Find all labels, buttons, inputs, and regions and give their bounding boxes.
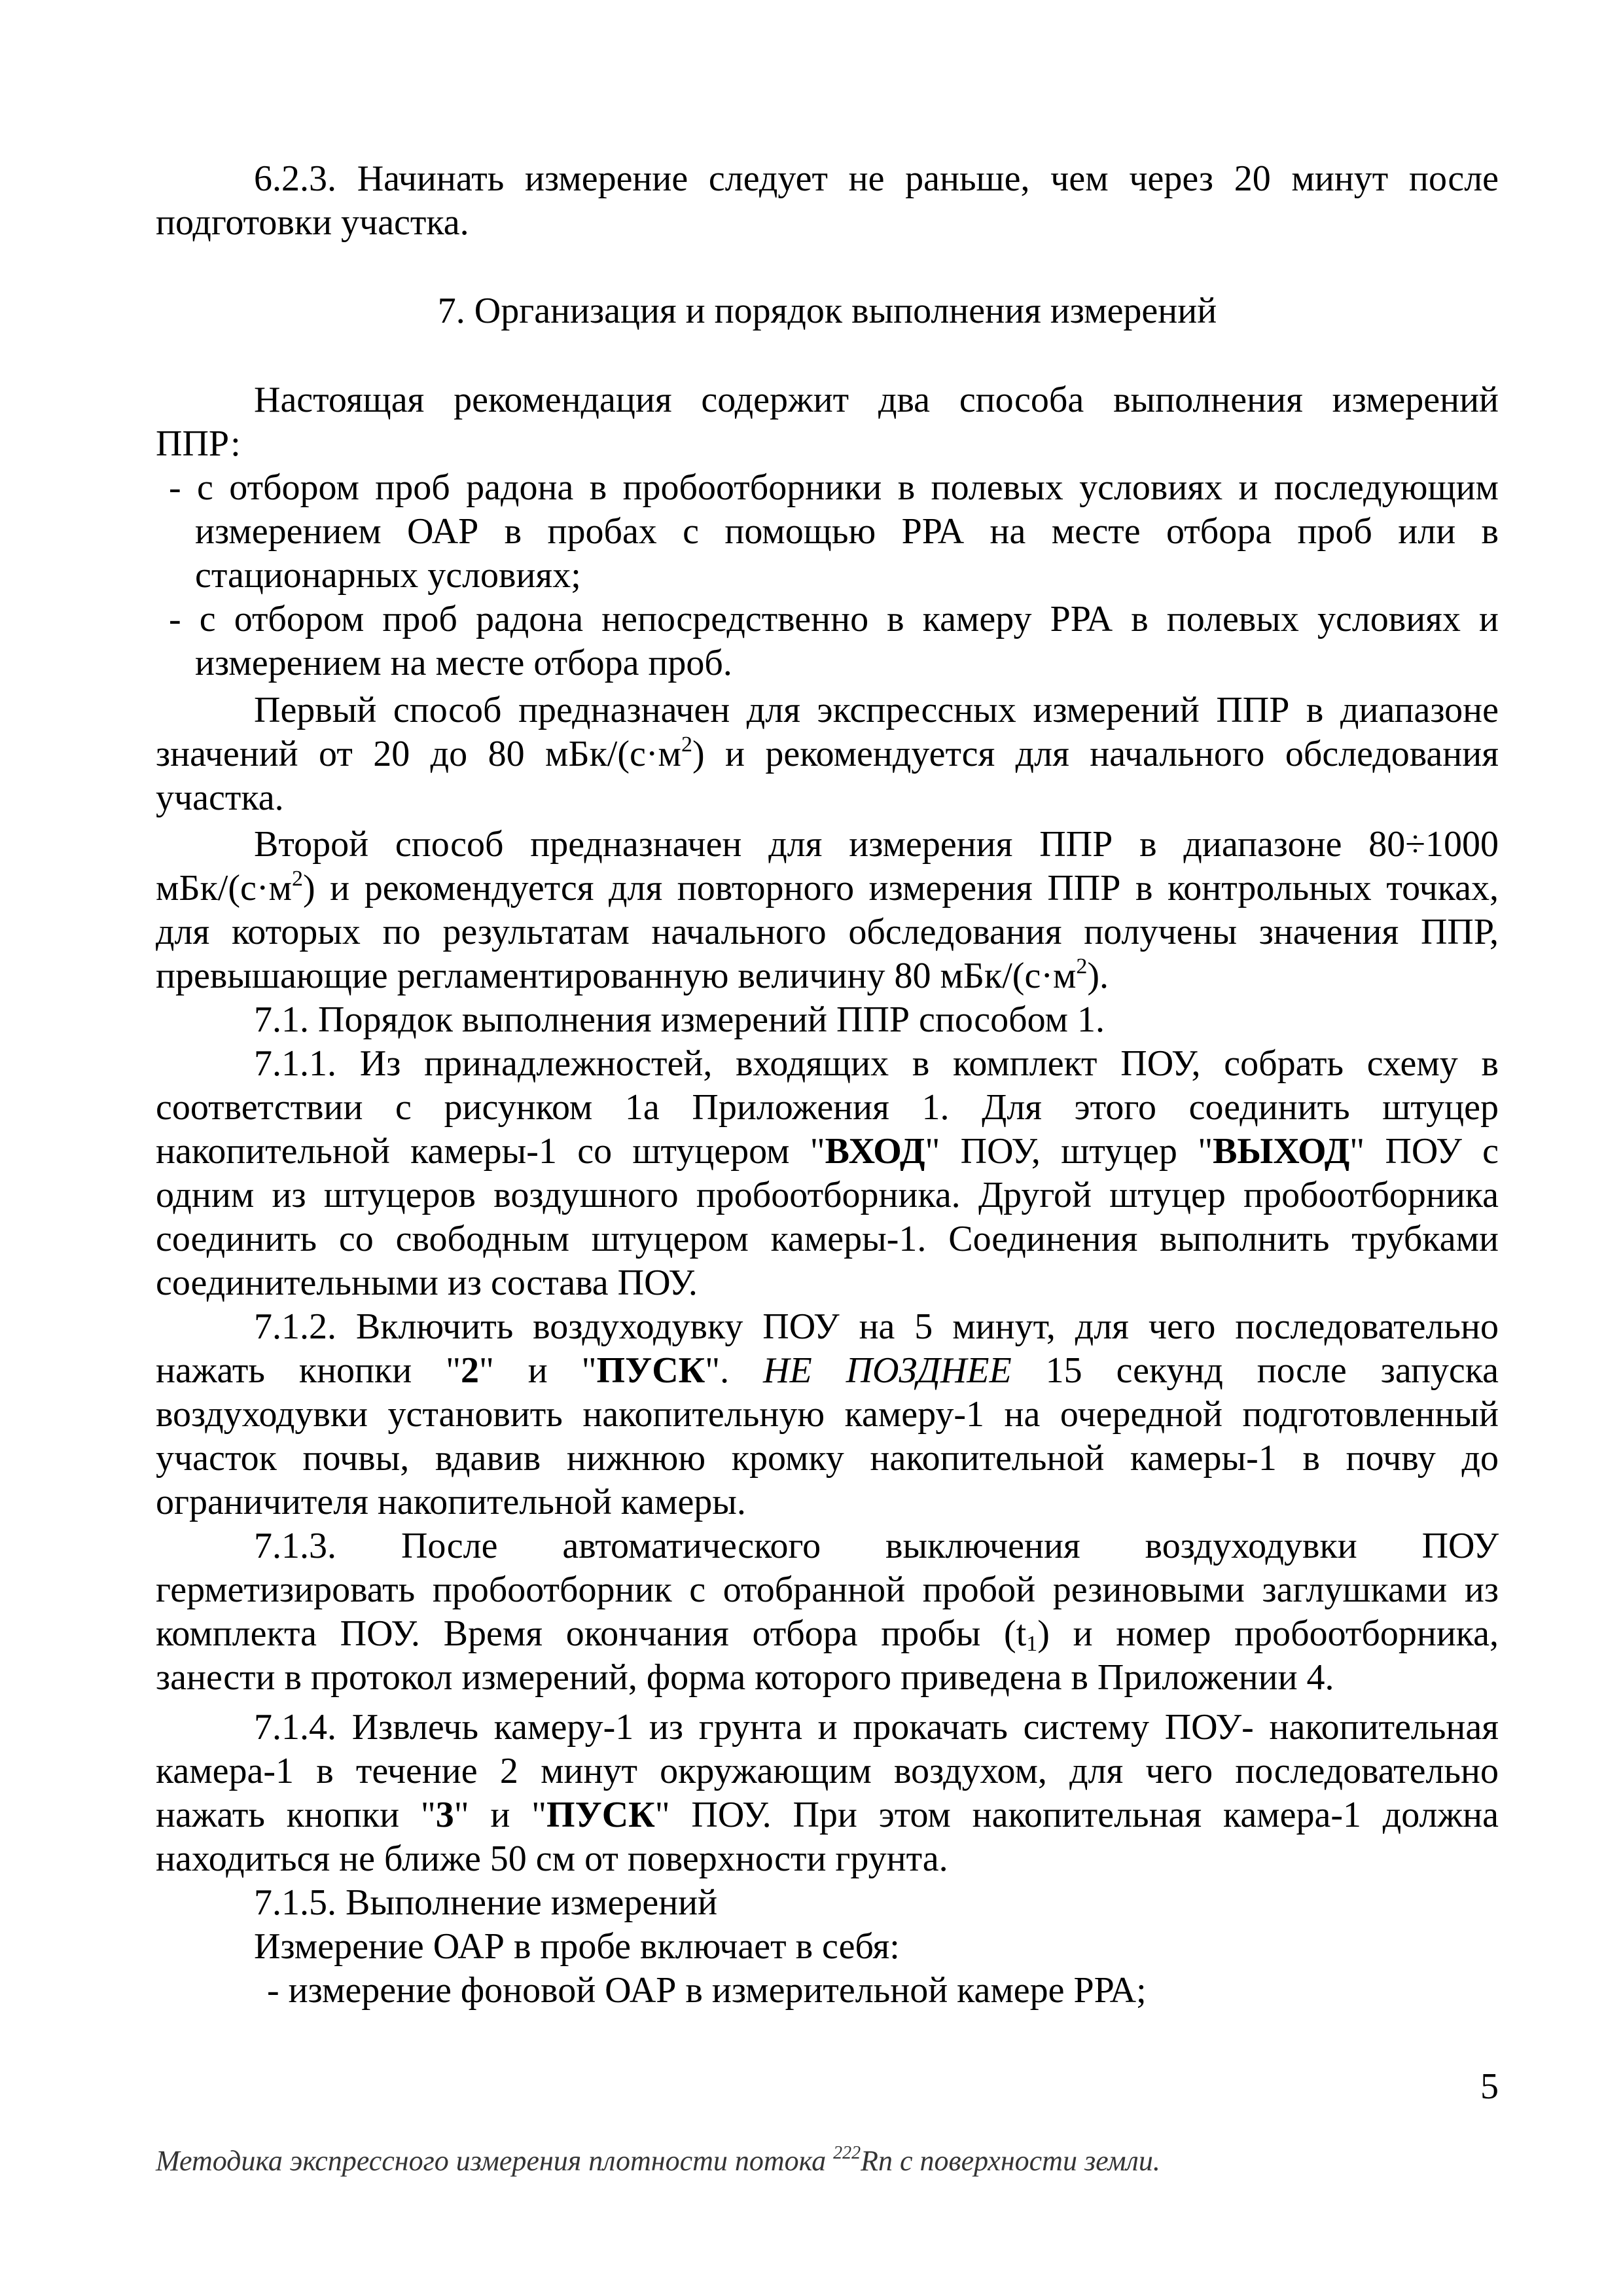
section-7-heading: 7. Организация и порядок выполнения измерений [437,291,1217,331]
para-7-1-1-line-2: соответствии с рисунком 1а Приложения 1. Для этого соединить штуцер [156,1087,1499,1128]
para-7-1-3-line-1: 7.1.3. После автоматического выключения воздуходувки ПОУ [254,1526,1499,1566]
method-2-line-1: Второй способ предназначен для измерения ППР в диапазоне 80÷1000 [254,824,1499,865]
method-2-line-4: превышающие регламентированную величину 80 мБк/$(с\cdot м^2)$. [156,954,1109,996]
method-1-line-2: значений от 20 до 80 мБк/$(с\cdot м^2)$ и рекомендуется для начального обследования [156,732,1499,774]
para-7-1-1-line-1: 7.1.1. Из принадлежностей, входящих в комплект ПОУ, собрать схему в [254,1043,1499,1084]
page-footer: Методика экспрессного измерения плотности потока $^{222}$Rn с поверхности земли. [156,2143,1160,2177]
para-7-1-2-line-1: 7.1.2. Включить воздуходувку ПОУ на 5 минут, для чего последовательно [254,1306,1499,1347]
intro-line-1: Настоящая рекомендация содержит два способа выполнения измерений [254,380,1499,420]
para-6-2-3-line-2: подготовки участка. [156,202,469,243]
para-7-1-3-line-2: герметизировать пробоотборник с отобранной пробой резиновыми заглушками из [156,1570,1499,1610]
para-7-1-2-line-5: ограничителя накопительной камеры. [156,1482,746,1522]
para-6-2-3-line-1: 6.2.3. Начинать измерение следует не раньше, чем через 20 минут после [254,158,1499,199]
method-1-line-1: Первый способ предназначен для экспрессных измерений ППР в диапазоне [254,690,1499,730]
para-7-1-2-line-3: воздуходувки установить накопительную камеру-1 на очередной подготовленный [156,1394,1499,1435]
para-7-1-1-line-4: одним из штуцеров воздушного пробоотборника. Другой штуцер пробоотборника [156,1175,1499,1215]
para-7-1-1-line-3: накопительной камеры-1 со штуцером "ВХОД" ПОУ, штуцер "ВЫХОД" ПОУ с [156,1131,1499,1172]
bullet-2-line-1: - с отбором проб радона непосредственно в камеру РРА в полевых условиях и [169,599,1499,639]
para-7-1-1-line-6: соединительными из состава ПОУ. [156,1263,698,1303]
para-7-1-4-line-2: камера-1 в течение 2 минут окружающим воздухом, для чего последовательно [156,1751,1499,1791]
para-7-1-3-line-3: комплекта ПОУ. Время окончания отбора пробы $(t_1)$ и номер пробоотборника, [156,1613,1499,1656]
para-7-1-1-line-5: соединить со свободным штуцером камеры-1. Соединения выполнить трубками [156,1219,1499,1259]
method-2-line-2: мБк/$(с\cdot м^2)$ и рекомендуется для повторного измерения ППР в контрольных точках, [156,867,1499,908]
method-2-line-3: для которых по результатам начального обследования получены значения ППР, [156,912,1499,952]
intro-line-2: ППР: [156,423,241,464]
method-1-line-3: участка. [156,778,284,818]
para-7-1-2-line-4: участок почвы, вдавив нижнюю кромку накопительной камеры-1 в почву до [156,1438,1499,1479]
para-7-1-3-line-4: занести в протокол измерений, форма которого приведена в Приложении 4. [156,1657,1334,1698]
oar-intro: Измерение ОАР в пробе включает в себя: [254,1926,900,1967]
para-7-1-4-line-4: находиться не ближе 50 см от поверхности грунта. [156,1839,948,1879]
para-7-1-4-line-3: нажать кнопки "3" и "ПУСК" ПОУ. При этом накопительная камера-1 должна [156,1795,1499,1835]
bullet-2-line-2: измерением на месте отбора проб. [195,643,732,683]
section-7-1-5-heading: 7.1.5. Выполнение измерений [254,1882,718,1923]
page-number: 5 [1480,2066,1499,2107]
oar-list-item: - измерение фоновой ОАР в измерительной камере РРА; [267,1970,1147,2011]
para-7-1-2-line-2: нажать кнопки "2" и "ПУСК". НЕ ПОЗДНЕЕ 15 секунд после запуска [156,1350,1499,1391]
bullet-1-line-1: - с отбором проб радона в пробоотборники в полевых условиях и последующим [169,467,1499,508]
bullet-1-line-3: стационарных условиях; [195,555,581,596]
bullet-1-line-2: измерением ОАР в пробах с помощью РРА на месте отбора проб или в [195,511,1499,552]
para-7-1-4-line-1: 7.1.4. Извлечь камеру-1 из грунта и прокачать систему ПОУ- накопительная [254,1707,1499,1748]
section-7-1-heading: 7.1. Порядок выполнения измерений ППР способом 1. [254,999,1105,1040]
